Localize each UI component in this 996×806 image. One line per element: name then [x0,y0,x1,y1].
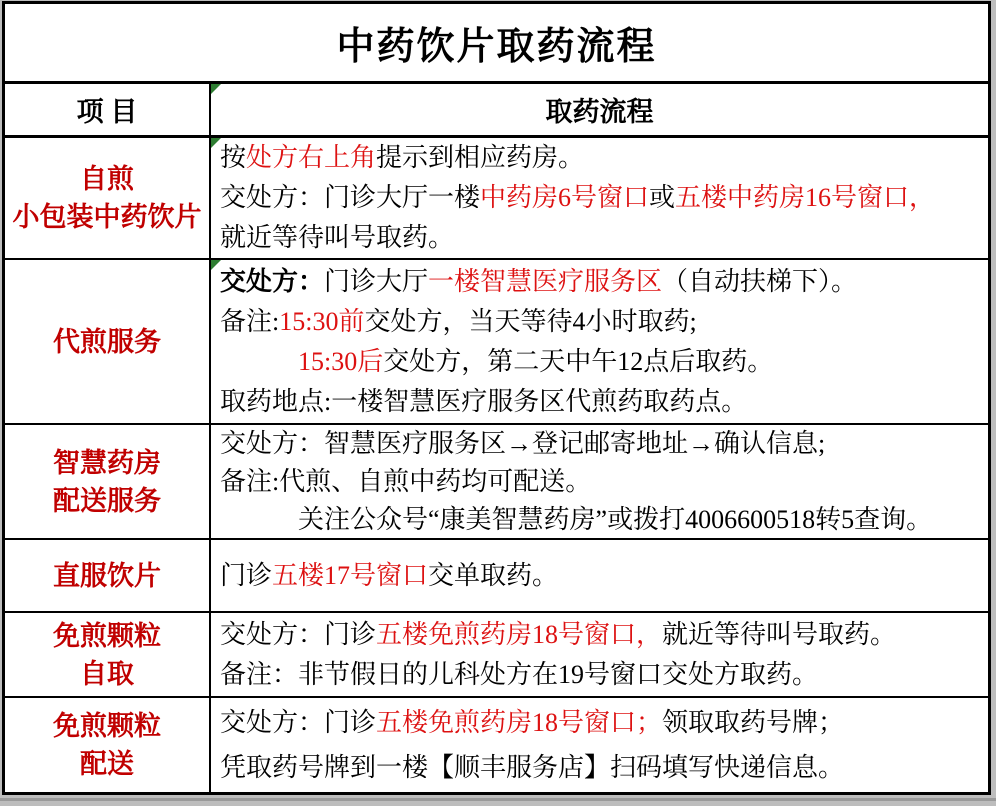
table-row [5,540,988,613]
cell-corner-indicator-icon [211,138,221,148]
text-segment: 备注:代煎、自煎中药均可配送。 [220,466,592,496]
process-line [220,615,982,655]
row-process-cell [211,425,988,538]
text-segment: 交处方：门诊大厅一楼 [220,183,481,212]
process-line [220,262,982,302]
highlighted-text: 一楼智慧医疗服务区 [428,266,663,296]
row-process-cell [211,138,988,258]
row-label-line: 智慧药房 [53,447,161,478]
highlighted-text: 五楼免煎药房18号窗口， [376,619,663,649]
pickup-process-table [2,1,991,795]
text-segment: 交处方：智慧医疗服务区→登记邮寄地址→确认信息; [220,428,826,458]
cell-corner-indicator-icon [211,84,221,94]
process-line [220,138,982,178]
text-segment: （自动扶梯下）。 [662,266,858,296]
column-header-process-text: 取药流程 [545,97,654,128]
row-label [5,260,211,423]
table-header [5,84,988,138]
row-label-line: 自取 [80,658,134,689]
text-segment: 按 [220,143,247,172]
row-process-cell [211,698,988,792]
process-line [220,501,982,539]
row-label [5,138,211,258]
page-title-text: 中药饮片取药流程 [336,26,657,69]
text-segment: 交处方，当天等待4小时取药; [364,306,697,336]
text-segment: 提示到相应药房。 [376,143,585,172]
row-process-cell [211,540,988,611]
text-segment: 或 [649,183,676,212]
text-segment: 交处方：门诊 [220,708,377,737]
process-line [220,425,982,463]
row-label-line: 配送服务 [53,485,161,516]
table-row [5,425,988,540]
table-row [5,260,988,425]
text-segment: 关注公众号“康美智慧药房”或拨打4006600518转5查询。 [220,504,933,534]
row-label [5,425,211,538]
text-segment: 门诊 [220,560,273,590]
text-segment: 门诊大厅 [324,266,429,296]
process-line [220,700,982,745]
text-segment: 备注：非节假日的儿科处方在19号窗口交处方取药。 [220,659,819,689]
row-process-cell [211,260,988,423]
process-line [220,463,982,501]
column-header-item-text: 项 目 [76,97,138,128]
highlighted-text: 处方右上角 [246,143,377,172]
row-label-line: 免煎颗粒 [53,711,161,741]
text-segment: 凭取药号牌到一楼【顺丰服务店】扫码填写快递信息。 [220,753,845,782]
process-line [220,655,982,695]
row-label-line: 免煎颗粒 [53,620,161,651]
table-row [5,698,988,792]
row-label-line: 小包装中药饮片 [12,202,202,232]
row-label-line: 代煎服务 [53,326,161,357]
text-segment: 交处方：门诊 [220,619,377,649]
table-body [5,138,988,792]
highlighted-text: 五楼免煎药房18号窗口； [376,708,663,737]
text-segment: 备注: [220,306,280,336]
highlighted-text: 五楼中药房16号窗口， [675,183,936,212]
text-segment: 交单取药。 [428,560,559,590]
process-line [220,556,982,596]
text-segment: 领取取药号牌； [662,708,845,737]
highlighted-text: 15:30前 [279,306,365,336]
row-label [5,613,211,696]
row-label-line: 配送 [80,749,134,779]
row-label [5,540,211,611]
process-line [220,745,982,790]
cell-corner-indicator-icon [211,260,221,270]
highlighted-text: 中药房6号窗口 [480,183,650,212]
row-label-line: 自煎 [80,164,134,194]
column-header-process [211,84,988,135]
row-label [5,698,211,792]
text-segment: 取药地点:一楼智慧医疗服务区代煎药取药点。 [220,386,748,416]
column-header-item [5,84,211,135]
table-row [5,138,988,260]
highlighted-text: 15:30后 [298,346,384,376]
text-segment: 就近等待叫号取药。 [662,619,897,649]
process-line [220,302,982,342]
text-segment: 就近等待叫号取药。 [220,223,455,252]
process-line [220,342,982,382]
row-process-cell [211,613,988,696]
canvas-edge-shadow [0,798,996,801]
text-segment [220,347,298,376]
table-row [5,613,988,698]
process-line [220,218,982,258]
row-label-line: 直服饮片 [53,560,161,591]
process-line [220,178,982,218]
text-segment: 交处方，第二天中午12点后取药。 [383,346,774,376]
process-line [220,382,982,422]
highlighted-text: 五楼17号窗口 [272,560,429,590]
text-segment: 交处方： [220,266,325,296]
page-title [5,4,988,84]
